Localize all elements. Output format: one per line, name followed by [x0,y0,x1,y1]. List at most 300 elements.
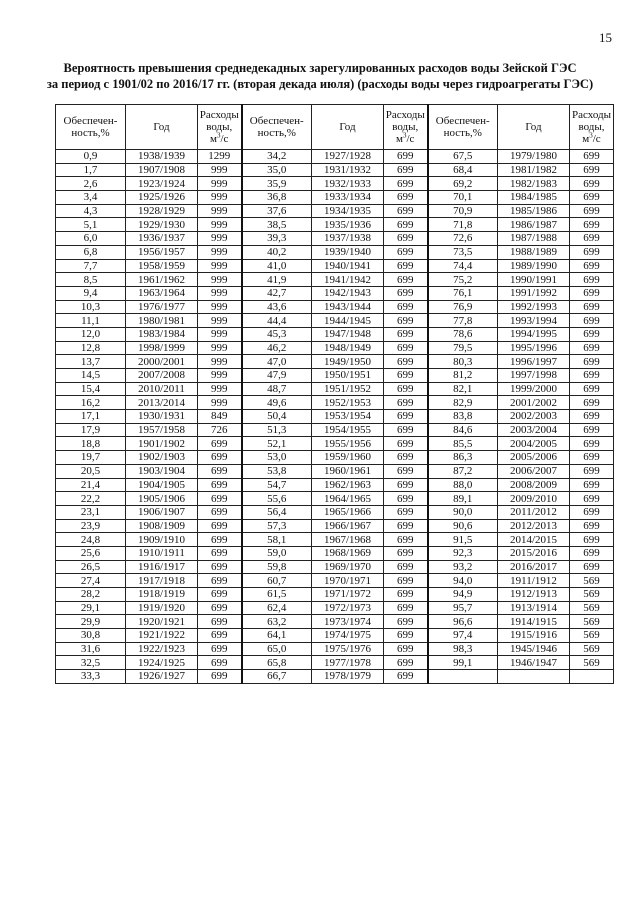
cell-flow: 999 [198,218,242,232]
cell-probability: 65,8 [242,656,312,670]
cell-flow: 999 [198,300,242,314]
cell-flow: 699 [570,492,614,506]
cell-probability: 66,7 [242,670,312,684]
cell-year: 1954/1955 [312,423,384,437]
cell-year: 1928/1929 [126,204,198,218]
cell-year: 1981/1982 [498,163,570,177]
header-year: Год [126,105,198,150]
cell-flow: 999 [198,259,242,273]
cell-year: 1908/1909 [126,519,198,533]
table-row [56,629,614,643]
cell-flow: 699 [384,478,428,492]
cell-probability: 51,3 [242,423,312,437]
cell-flow: 569 [570,601,614,615]
cell-probability: 41,9 [242,273,312,287]
cell-year: 1943/1944 [312,300,384,314]
cell-flow: 699 [384,423,428,437]
cell-probability: 67,5 [428,150,498,164]
header-probability: Обеспечен- ность,% [56,105,126,150]
table-row [56,670,614,684]
cell-probability: 94,0 [428,574,498,588]
cell-flow: 699 [384,492,428,506]
cell-probability: 6,8 [56,245,126,259]
cell-year: 1967/1968 [312,533,384,547]
cell-probability: 3,4 [56,191,126,205]
cell-probability: 92,3 [428,546,498,560]
cell-flow: 699 [198,560,242,574]
cell-flow: 699 [384,464,428,478]
cell-probability: 35,9 [242,177,312,191]
header-probability: Обеспечен- ность,% [242,105,312,150]
cell-flow: 699 [198,574,242,588]
table-row [56,601,614,615]
cell-year: 1902/1903 [126,451,198,465]
cell-flow: 699 [384,615,428,629]
cell-probability: 58,1 [242,533,312,547]
cell-flow: 699 [570,259,614,273]
cell-year: 2004/2005 [498,437,570,451]
cell-flow: 999 [198,204,242,218]
table-row [56,533,614,547]
cell-year: 1935/1936 [312,218,384,232]
cell-year: 1931/1932 [312,163,384,177]
cell-probability: 17,9 [56,423,126,437]
cell-probability: 84,6 [428,423,498,437]
cell-year: 1990/1991 [498,273,570,287]
cell-year: 1939/1940 [312,245,384,259]
cell-probability: 97,4 [428,629,498,643]
cell-flow: 699 [384,560,428,574]
cell-flow: 699 [570,327,614,341]
cell-flow: 699 [384,410,428,424]
cell-flow: 699 [384,519,428,533]
cell-flow: 699 [570,218,614,232]
cell-year: 1964/1965 [312,492,384,506]
cell-probability: 60,7 [242,574,312,588]
cell-probability: 75,2 [428,273,498,287]
cell-flow: 699 [198,451,242,465]
cell-flow: 726 [198,423,242,437]
cell-probability: 42,7 [242,286,312,300]
table-row [56,273,614,287]
table-row [56,355,614,369]
cell-probability: 19,7 [56,451,126,465]
cell-year: 1960/1961 [312,464,384,478]
table-row [56,560,614,574]
cell-probability: 57,3 [242,519,312,533]
cell-year: 1957/1958 [126,423,198,437]
cell-probability: 70,9 [428,204,498,218]
cell-year: 1977/1978 [312,656,384,670]
cell-probability: 39,3 [242,232,312,246]
cell-year: 1963/1964 [126,286,198,300]
cell-probability: 21,4 [56,478,126,492]
cell-year: 1982/1983 [498,177,570,191]
cell-flow: 999 [198,273,242,287]
cell-probability: 83,8 [428,410,498,424]
cell-probability: 56,4 [242,505,312,519]
cell-flow: 999 [198,355,242,369]
cell-flow: 699 [570,163,614,177]
table-row [56,382,614,396]
cell-probability: 61,5 [242,588,312,602]
cell-flow: 699 [384,670,428,684]
cell-flow: 699 [384,204,428,218]
cell-year: 2006/2007 [498,464,570,478]
cell-probability: 43,6 [242,300,312,314]
cell-year: 1955/1956 [312,437,384,451]
cell-probability: 69,2 [428,177,498,191]
cell-probability: 73,5 [428,245,498,259]
cell-probability: 20,5 [56,464,126,478]
cell-flow: 699 [570,232,614,246]
cell-flow: 699 [384,273,428,287]
cell-probability: 76,9 [428,300,498,314]
cell-probability: 38,5 [242,218,312,232]
cell-year: 1916/1917 [126,560,198,574]
cell-flow: 699 [198,492,242,506]
cell-year: 1932/1933 [312,177,384,191]
cell-year: 1974/1975 [312,629,384,643]
cell-year: 1969/1970 [312,560,384,574]
cell-probability: 59,8 [242,560,312,574]
cell-probability: 35,0 [242,163,312,177]
cell-flow: 699 [384,656,428,670]
cell-year: 1962/1963 [312,478,384,492]
table-row [56,588,614,602]
cell-year: 1904/1905 [126,478,198,492]
cell-year: 1923/1924 [126,177,198,191]
table-row [56,163,614,177]
cell-year: 2007/2008 [126,369,198,383]
cell-year: 1968/1969 [312,546,384,560]
cell-flow: 699 [384,355,428,369]
cell-probability: 82,9 [428,396,498,410]
cell-probability: 76,1 [428,286,498,300]
cell-flow: 699 [384,300,428,314]
table-row [56,478,614,492]
cell-flow: 699 [570,396,614,410]
cell-probability: 85,5 [428,437,498,451]
cell-flow: 699 [570,546,614,560]
cell-flow: 699 [384,451,428,465]
cell-probability: 62,4 [242,601,312,615]
cell-flow: 699 [384,396,428,410]
cell-year: 1972/1973 [312,601,384,615]
cell-flow: 999 [198,286,242,300]
cell-flow: 699 [570,464,614,478]
table-row [56,451,614,465]
cell-year: 1919/1920 [126,601,198,615]
cell-year: 2012/2013 [498,519,570,533]
cell-year: 1909/1910 [126,533,198,547]
cell-flow: 699 [384,588,428,602]
cell-flow: 699 [570,533,614,547]
cell-year: 2014/2015 [498,533,570,547]
cell-flow: 999 [198,327,242,341]
cell-flow: 699 [384,505,428,519]
cell-flow: 699 [384,642,428,656]
cell-year: 1918/1919 [126,588,198,602]
cell-probability: 96,6 [428,615,498,629]
cell-year: 2011/2012 [498,505,570,519]
table-row [56,204,614,218]
cell-year: 1907/1908 [126,163,198,177]
cell-flow: 699 [198,601,242,615]
page-number: 15 [599,30,612,45]
cell-flow: 699 [384,245,428,259]
cell-year: 1993/1994 [498,314,570,328]
cell-flow: 699 [570,286,614,300]
title-line-1: Вероятность превышения среднедекадных зарегулированных расходов воды Зейской ГЭС [63,61,577,75]
cell-flow: 999 [198,232,242,246]
cell-probability: 80,3 [428,355,498,369]
cell-year: 1950/1951 [312,369,384,383]
cell-flow: 699 [384,369,428,383]
title-line-2: за период с 1901/02 по 2016/17 гг. (вторая декада июля) (расходы воды через гидроагрегаты ГЭС) [46,77,594,91]
cell-year: 2002/2003 [498,410,570,424]
table-row [56,464,614,478]
cell-year: 1965/1966 [312,505,384,519]
cell-year: 1999/2000 [498,382,570,396]
cell-probability: 10,3 [56,300,126,314]
cell-flow: 699 [384,150,428,164]
cell-flow: 699 [570,451,614,465]
cell-flow: 699 [384,259,428,273]
cell-probability: 78,6 [428,327,498,341]
cell-probability: 87,2 [428,464,498,478]
cell-year: 1917/1918 [126,574,198,588]
cell-probability: 72,6 [428,232,498,246]
cell-probability: 63,2 [242,615,312,629]
cell-year: 2005/2006 [498,451,570,465]
cell-year [498,670,570,684]
cell-probability: 29,9 [56,615,126,629]
cell-probability: 50,4 [242,410,312,424]
cell-probability: 90,6 [428,519,498,533]
cell-year: 1984/1985 [498,191,570,205]
cell-probability: 45,3 [242,327,312,341]
cell-flow: 699 [198,588,242,602]
cell-flow: 699 [570,560,614,574]
table-row [56,656,614,670]
cell-flow: 699 [384,629,428,643]
cell-year: 2000/2001 [126,355,198,369]
cell-flow: 569 [570,615,614,629]
cell-probability: 32,5 [56,656,126,670]
header-flow: Расходы воды, $м^3/с$ [384,105,428,150]
cell-probability: 12,8 [56,341,126,355]
cell-probability: 93,2 [428,560,498,574]
cell-probability: 74,4 [428,259,498,273]
cell-year: 1994/1995 [498,327,570,341]
cell-year: 1958/1959 [126,259,198,273]
cell-flow: 699 [384,286,428,300]
cell-probability: 31,6 [56,642,126,656]
cell-probability: 0,9 [56,150,126,164]
cell-probability: 27,4 [56,574,126,588]
cell-probability: 53,8 [242,464,312,478]
cell-flow: 699 [570,273,614,287]
cell-probability: 11,1 [56,314,126,328]
cell-flow: 699 [384,218,428,232]
table-row [56,245,614,259]
cell-year: 1997/1998 [498,369,570,383]
cell-year: 1996/1997 [498,355,570,369]
cell-flow: 999 [198,341,242,355]
cell-year: 1910/1911 [126,546,198,560]
cell-year: 1922/1923 [126,642,198,656]
cell-flow: 569 [570,656,614,670]
table-row [56,492,614,506]
cell-probability: 4,3 [56,204,126,218]
cell-flow: 699 [384,327,428,341]
cell-flow: 699 [198,519,242,533]
header-flow: Расходы воды, $м^3/с$ [570,105,614,150]
header-year: Год [498,105,570,150]
cell-flow: 699 [384,191,428,205]
cell-probability: 33,3 [56,670,126,684]
cell-probability: 64,1 [242,629,312,643]
cell-year: 1913/1914 [498,601,570,615]
cell-year: 1936/1937 [126,232,198,246]
cell-probability [428,670,498,684]
cell-probability: 47,9 [242,369,312,383]
cell-year: 1911/1912 [498,574,570,588]
exceedance-probability-table [55,104,614,684]
cell-flow: 699 [570,505,614,519]
cell-probability: 54,7 [242,478,312,492]
cell-year: 1920/1921 [126,615,198,629]
cell-flow: 699 [570,341,614,355]
cell-year: 1927/1928 [312,150,384,164]
cell-probability: 14,5 [56,369,126,383]
cell-flow: 699 [384,437,428,451]
cell-year: 1903/1904 [126,464,198,478]
cell-flow: 699 [384,574,428,588]
cell-flow: 999 [198,396,242,410]
cell-flow: 999 [198,314,242,328]
cell-probability: 98,3 [428,642,498,656]
table-row [56,519,614,533]
cell-flow: 699 [198,464,242,478]
cell-probability: 9,4 [56,286,126,300]
cell-year: 1946/1947 [498,656,570,670]
table-row [56,150,614,164]
header-flow: Расходы воды, $м^3/с$ [198,105,242,150]
cell-probability: 30,8 [56,629,126,643]
cell-year: 1940/1941 [312,259,384,273]
cell-year: 1983/1984 [126,327,198,341]
cell-flow: 999 [198,245,242,259]
cell-year: 1978/1979 [312,670,384,684]
cell-flow: 699 [570,437,614,451]
cell-year: 1945/1946 [498,642,570,656]
document-title [40,60,600,92]
cell-probability: 12,0 [56,327,126,341]
cell-year: 1998/1999 [126,341,198,355]
cell-year: 1938/1939 [126,150,198,164]
cell-probability: 34,2 [242,150,312,164]
cell-year: 1970/1971 [312,574,384,588]
cell-year: 1929/1930 [126,218,198,232]
table-row [56,177,614,191]
cell-flow: 699 [570,300,614,314]
cell-year: 2015/2016 [498,546,570,560]
cell-probability: 68,4 [428,163,498,177]
cell-year: 1905/1906 [126,492,198,506]
cell-year: 1961/1962 [126,273,198,287]
cell-flow: 699 [570,355,614,369]
cell-year: 1973/1974 [312,615,384,629]
cell-probability: 94,9 [428,588,498,602]
cell-flow: 699 [570,177,614,191]
table-row [56,327,614,341]
cell-year: 1971/1972 [312,588,384,602]
cell-year: 1951/1952 [312,382,384,396]
cell-probability: 99,1 [428,656,498,670]
cell-flow: 569 [570,629,614,643]
cell-flow: 699 [198,670,242,684]
cell-flow: 699 [384,341,428,355]
cell-year: 1948/1949 [312,341,384,355]
table-row [56,410,614,424]
cell-probability: 40,2 [242,245,312,259]
table-row [56,615,614,629]
cell-year: 1956/1957 [126,245,198,259]
cell-flow: 699 [198,478,242,492]
cell-probability: 79,5 [428,341,498,355]
cell-probability: 23,1 [56,505,126,519]
cell-flow [570,670,614,684]
table-row [56,259,614,273]
cell-flow: 699 [570,204,614,218]
cell-flow: 699 [570,369,614,383]
cell-probability: 13,7 [56,355,126,369]
table-row [56,341,614,355]
cell-year: 1986/1987 [498,218,570,232]
cell-year: 1901/1902 [126,437,198,451]
cell-year: 2009/2010 [498,492,570,506]
cell-probability: 37,6 [242,204,312,218]
cell-year: 1906/1907 [126,505,198,519]
cell-probability: 52,1 [242,437,312,451]
cell-probability: 89,1 [428,492,498,506]
cell-year: 1987/1988 [498,232,570,246]
cell-probability: 16,2 [56,396,126,410]
table-row [56,642,614,656]
cell-year: 1921/1922 [126,629,198,643]
cell-probability: 53,0 [242,451,312,465]
cell-year: 1944/1945 [312,314,384,328]
table-row [56,314,614,328]
cell-year: 1925/1926 [126,191,198,205]
cell-probability: 8,5 [56,273,126,287]
cell-flow: 569 [570,642,614,656]
cell-year: 1991/1992 [498,286,570,300]
cell-probability: 28,2 [56,588,126,602]
cell-flow: 699 [198,629,242,643]
cell-year: 1959/1960 [312,451,384,465]
cell-year: 1915/1916 [498,629,570,643]
cell-flow: 699 [384,314,428,328]
table-row [56,369,614,383]
cell-year: 1947/1948 [312,327,384,341]
cell-year: 1912/1913 [498,588,570,602]
table-row [56,396,614,410]
cell-year: 1953/1954 [312,410,384,424]
cell-probability: 88,0 [428,478,498,492]
